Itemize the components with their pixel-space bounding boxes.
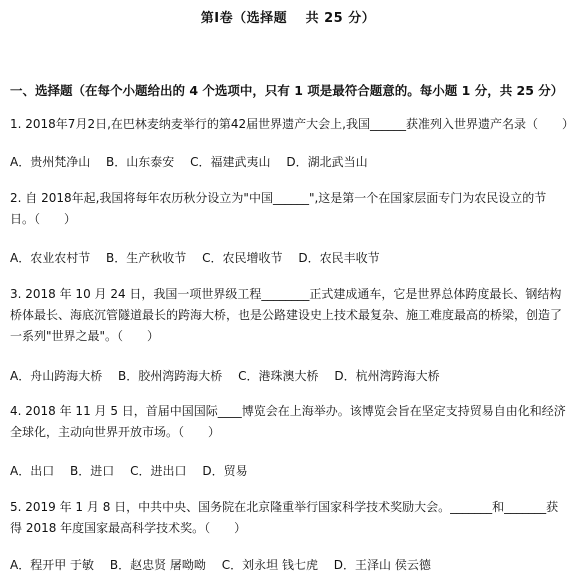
question-3-options xyxy=(10,367,452,384)
option-b: B．进口 xyxy=(70,464,115,478)
option-a: A．贵州梵净山 xyxy=(10,155,91,169)
option-c: C．福建武夷山 xyxy=(190,155,271,169)
paper-title: 第Ⅰ卷（选择题 共 25 分） xyxy=(200,11,376,26)
option-a: A．农业农村节 xyxy=(10,251,91,265)
option-b: B．生产秋收节 xyxy=(106,251,187,265)
option-c: C．农民增收节 xyxy=(202,251,283,265)
question-1-options xyxy=(10,153,380,170)
option-a: A．舟山跨海大桥 xyxy=(10,369,103,383)
option-b: B．山东泰安 xyxy=(106,155,175,169)
question-4: 4. 2018 年 11 月 5 日，首届中国国际____博览会在上海举办。该博览会旨在坚定支持贸易自由化和经济全球化，主动向世界开放市场。（ ） xyxy=(10,404,566,439)
option-d: D．杭州湾跨海大桥 xyxy=(334,369,440,383)
question-2: 2. 自 2018年起,我国将每年农历秋分设立为"中国______",这是第一个在国家层面专门为农民设立的节日。（ ） xyxy=(10,191,547,226)
option-c: C．刘永坦 钱七虎 xyxy=(221,558,318,572)
option-a: A．程开甲 于敏 xyxy=(10,558,95,572)
question-5: 5. 2019 年 1 月 8 日，中共中央、国务院在北京隆重举行国家科学技术奖励大会。_______和_______获得 2018 年度国家最高科学技术奖。（ ） xyxy=(10,500,559,535)
option-d: D．农民丰收节 xyxy=(298,251,380,265)
option-a: A．出口 xyxy=(10,464,55,478)
option-c: C．港珠澳大桥 xyxy=(238,369,319,383)
question-5-options xyxy=(10,556,443,573)
section-heading: 一、选择题（在每个小题给出的 4 个选项中，只有 1 项是最符合题意的。每小题 1 分，共 25 分） xyxy=(10,83,564,98)
question-3: 3. 2018 年 10 月 24 日，我国一项世界级工程________正式建成通车，它是世界总体跨度最长、钢结构桥体最长、海底沉管隧道最长的跨海大桥，也是公路建设史上技术最复杂、施工难度最高的桥梁，创造了一系列"世界之最"。（ ） xyxy=(10,287,563,343)
option-b: B．赵忠贤 屠呦呦 xyxy=(109,558,206,572)
option-d: D．贸易 xyxy=(202,464,248,478)
question-2-options xyxy=(10,249,392,266)
option-d: D．王泽山 侯云德 xyxy=(333,558,431,572)
question-4-options xyxy=(10,462,260,479)
option-b: B．胶州湾跨海大桥 xyxy=(118,369,223,383)
question-1: 1. 2018年7月2日,在巴林麦纳麦举行的第42届世界遗产大会上,我国______获准列入世界遗产名录（ ） xyxy=(10,117,574,131)
option-c: C．进出口 xyxy=(130,464,187,478)
option-d: D．湖北武当山 xyxy=(286,155,368,169)
